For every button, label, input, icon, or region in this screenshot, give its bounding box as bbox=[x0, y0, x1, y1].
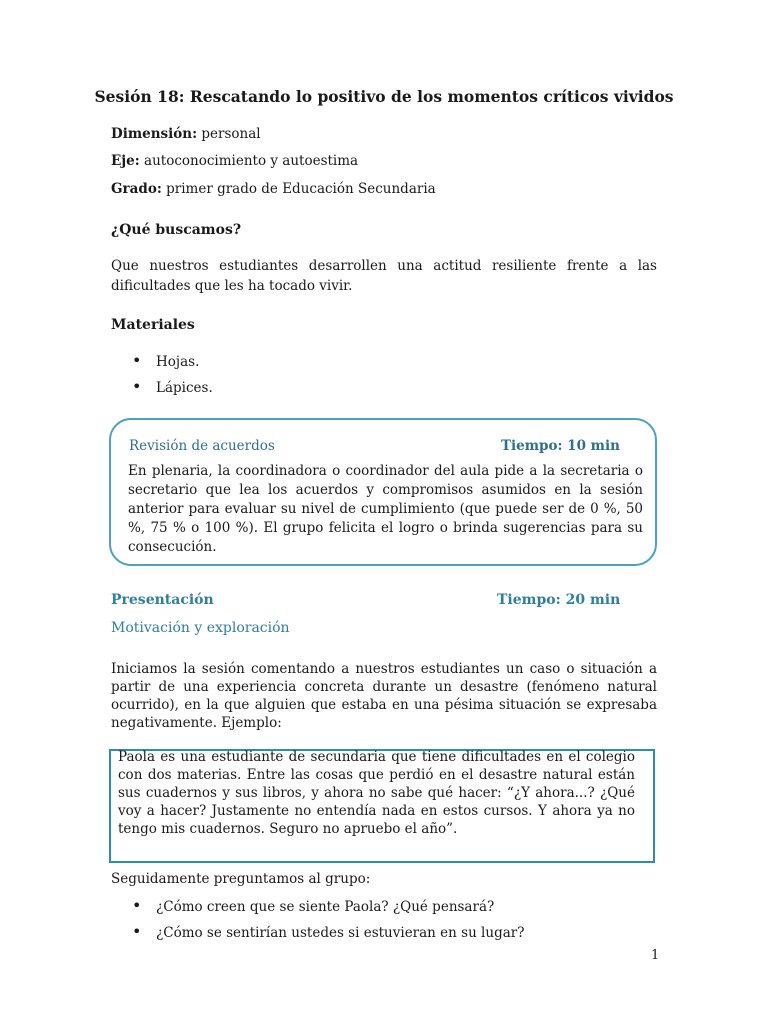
page-title: Sesión 18: Rescatando lo positivo de los momentos críticos vividos bbox=[94, 87, 674, 106]
revision-heading: Revisión de acuerdos bbox=[129, 438, 275, 454]
presentacion-text: Iniciamos la sesión comentando a nuestros estudiantes un caso o situación a partir de una experiencia concreta durante un desastre (fenómeno natural ocurrido), en la que alguien que estaba en una pésima situación se expresaba negativamente. Ejemplo: bbox=[111, 661, 657, 731]
grado-value: primer grado de Educación Secundaria bbox=[161, 181, 436, 197]
grado-line bbox=[111, 181, 436, 197]
dimension-value: personal bbox=[197, 126, 261, 142]
materiales-list bbox=[132, 352, 213, 404]
presentacion-subheading: Motivación y exploración bbox=[111, 620, 290, 636]
list-item: • ¿Cómo se sentirían ustedes si estuvieran en su lugar? bbox=[132, 923, 524, 949]
revision-time: Tiempo: 10 min bbox=[501, 438, 620, 454]
dimension-line bbox=[111, 126, 261, 142]
materiales-heading: Materiales bbox=[111, 317, 195, 333]
list-item: • Hojas. bbox=[132, 352, 213, 378]
revision-text: En plenaria, la coordinadora o coordinador del aula pide a la secretaria o secretario que lea los acuerdos y compromisos asumidos en la sesión anterior para evaluar su nivel de cumplimiento (que puede ser de 0 %, 50 %, 75 % o 100 %). El grupo felicita el logro o brinda sugerencias para su consecución. bbox=[128, 463, 643, 555]
list-item: • ¿Cómo creen que se siente Paola? ¿Qué pensará? bbox=[132, 897, 524, 923]
grado-label: Grado: bbox=[111, 181, 162, 197]
preguntas-list bbox=[132, 897, 524, 949]
list-item: • Lápices. bbox=[132, 378, 213, 404]
que-buscamos-text: Que nuestros estudiantes desarrollen una actitud resiliente frente a las dificultades que les ha tocado vivir. bbox=[111, 258, 657, 294]
eje-label: Eje: bbox=[111, 153, 140, 169]
presentacion-time: Tiempo: 20 min bbox=[497, 592, 621, 608]
eje-value: autoconocimiento y autoestima bbox=[139, 153, 359, 169]
eje-line bbox=[111, 153, 358, 169]
ejemplo-text: Paola es una estudiante de secundaria que tiene dificultades en el colegio con dos materias. Entre las cosas que perdió en el desastre natural están sus cuadernos y sus libros, y ahora no sabe qué hacer: “¿Y ahora...? ¿Qué voy a hacer? Justamente no entendía nada en estos cursos. Y ahora ya no tengo mis cuadernos. Seguro no apruebo el año”. bbox=[118, 749, 635, 837]
presentacion-heading: Presentación bbox=[111, 592, 214, 608]
page-number: 1 bbox=[651, 948, 660, 963]
que-buscamos-heading: ¿Qué buscamos? bbox=[111, 222, 242, 238]
preguntas-intro: Seguidamente preguntamos al grupo: bbox=[111, 871, 371, 887]
dimension-label: Dimensión: bbox=[111, 126, 198, 142]
